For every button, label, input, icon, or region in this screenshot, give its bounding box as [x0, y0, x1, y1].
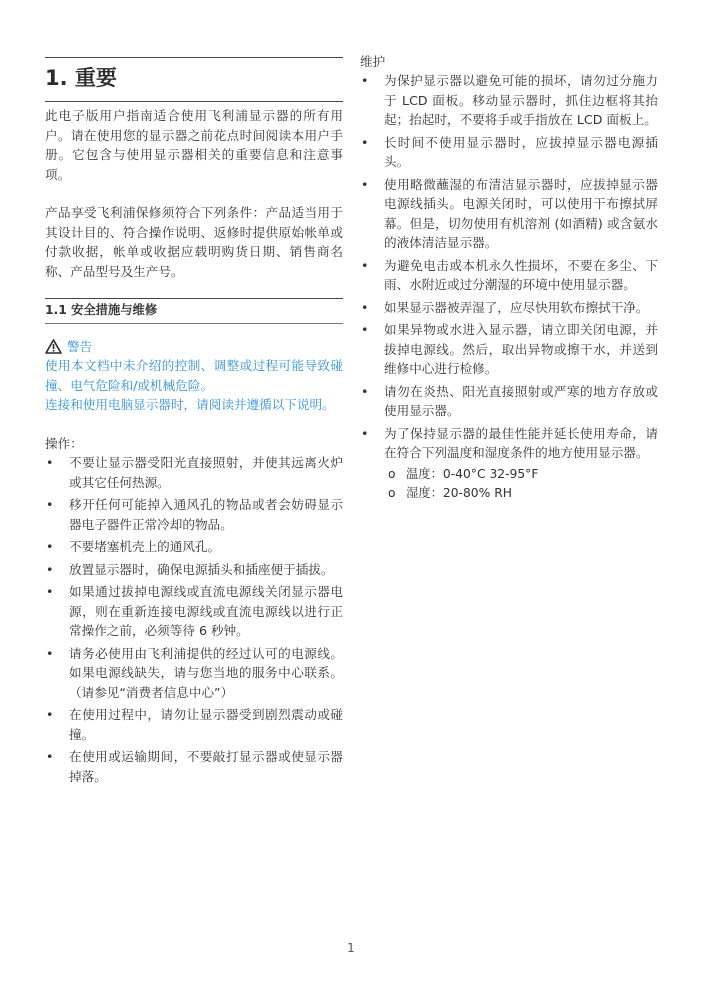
title-rule	[45, 57, 343, 58]
list-item: • 如果异物或水进入显示器，请立即关闭电源，并拔掉电源线。然后，取出异物或擦干水，并送到维修中心进行检修。	[360, 320, 658, 379]
condition-temperature: o 温度：0-40°C 32-95°F	[384, 465, 658, 485]
list-item: • 请勿在炎热、阳光直接照射或严寒的地方存放或使用显示器。	[360, 382, 658, 421]
warning-text-1: 使用本文档中未介绍的控制、调整或过程可能导致碰撞、电气危险和/或机械危险。	[45, 358, 343, 393]
list-item: • 在使用或运输期间，不要敲打显示器或使显示器掉落。	[45, 747, 343, 786]
list-item: • 如果显示器被弄湿了，应尽快用软布擦拭干净。	[360, 298, 658, 318]
title-bottom-rule	[45, 101, 343, 102]
list-item: • 放置显示器时，确保电源插头和插座便于插拔。	[45, 560, 343, 580]
condition-humidity: o 湿度：20-80% RH	[384, 484, 658, 504]
warranty-paragraph: 产品享受飞利浦保修须符合下列条件：产品适当用于其设计目的、符合操作说明、返修时提供原始帐单或付款收据，帐单或收据应载明购货日期、销售商名称、产品型号及生产号。	[45, 205, 343, 279]
list-item: • 为保护显示器以避免可能的损坏，请勿过分施力于 LCD 面板。移动显示器时，抓住边框将其抬起；抬起时，不要将手或手指放在 LCD 面板上。	[360, 71, 658, 130]
left-column	[45, 0, 343, 789]
warning-label: 警告	[67, 339, 93, 354]
list-item: • 不要让显示器受阳光直接照射，并使其远离火炉或其它任何热源。	[45, 453, 343, 492]
list-item: • 请务必使用由飞利浦提供的经过认可的电源线。如果电源线缺失，请与您当地的服务中心联系。（请参见“消费者信息中心”）	[45, 644, 343, 703]
intro-paragraph: 此电子版用户指南适合使用飞利浦显示器的所有用户。请在使用您的显示器之前花点时间阅读本用户手册。它包含与使用显示器相关的重要信息和注意事项。	[45, 108, 343, 182]
section-rule	[45, 298, 343, 299]
operation-label: 操作：	[45, 435, 83, 451]
warning-heading	[45, 337, 343, 356]
warning-icon	[45, 339, 62, 354]
maintenance-list	[360, 71, 658, 504]
page-title: 1. 重要	[45, 66, 117, 90]
conditions-list	[384, 465, 658, 504]
list-item: • 如果通过拔掉电源线或直流电源线关闭显示器电源，则在重新连接电源线或直流电源线以进行正常操作之前，必须等待 6 秒钟。	[45, 582, 343, 641]
maintenance-heading: 维护	[360, 54, 386, 69]
list-item-conditions	[360, 424, 658, 504]
list-item: • 长时间不使用显示器时，应拔掉显示器电源插头。	[360, 133, 658, 172]
warning-text-2: 连接和使用电脑显示器时，请阅读并遵循以下说明。	[45, 397, 335, 412]
list-item: • 使用略微蘸湿的布清洁显示器时，应拔掉显示器电源线插头。电源关闭时，可以使用干布擦拭屏幕。但是，切勿使用有机溶剂 (如酒精) 或含氨水的液体清洁显示器。	[360, 175, 658, 253]
page-number: 1	[347, 941, 355, 955]
conditions-intro: 为了保持显示器的最佳性能并延长使用寿命，请在符合下列温度和湿度条件的地方使用显示器。	[384, 425, 658, 460]
list-item: • 为避免电击或本机永久性损坏，不要在多尘、下雨、水附近或过分潮湿的环境中使用显示器。	[360, 256, 658, 295]
section-bottom-rule	[45, 323, 343, 324]
section-title: 1.1 安全措施与维修	[45, 303, 158, 317]
list-item: • 移开任何可能掉入通风孔的物品或者会妨碍显示器电子器件正常冷却的物品。	[45, 495, 343, 534]
operation-list	[45, 453, 343, 786]
right-column	[360, 0, 658, 507]
list-item: • 不要堵塞机壳上的通风孔。	[45, 537, 343, 557]
list-item: • 在使用过程中，请勿让显示器受到剧烈震动或碰撞。	[45, 705, 343, 744]
